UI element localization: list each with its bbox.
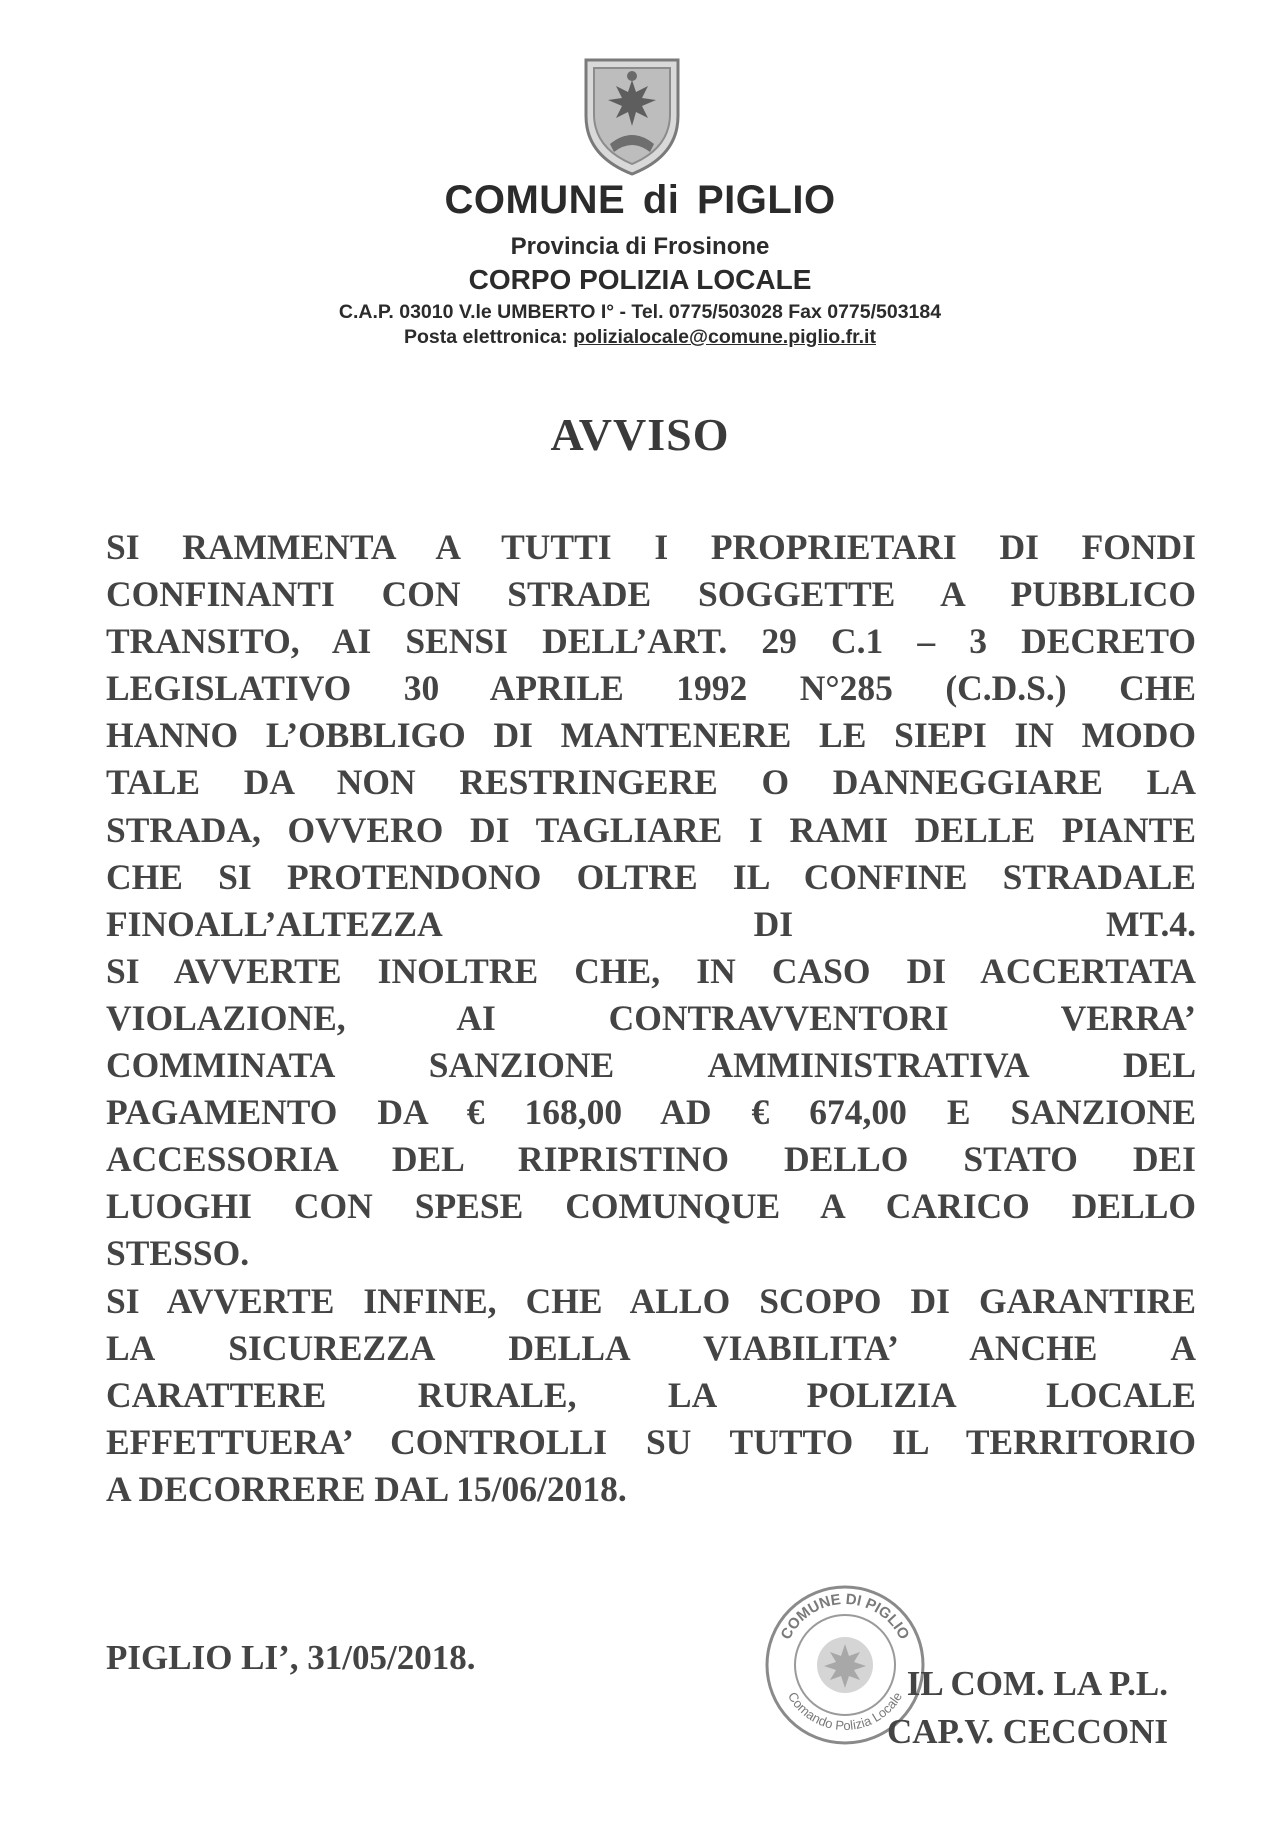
notice-title: AVVISO: [550, 409, 730, 460]
address-line: C.A.P. 03010 V.le UMBERTO I° - Tel. 0775/503028 Fax 0775/503184: [338, 301, 942, 323]
notice-line: ACCESSORIA DEL RIPRISTINO DELLO STATO DEI: [106, 1139, 1196, 1180]
signature-role: IL COM. LA P.L.: [906, 1664, 1168, 1703]
notice-line: TALE DA NON RESTRINGERE O DANNEGGIARE LA: [106, 762, 1196, 803]
notice-line: PAGAMENTO DA € 168,00 AD € 674,00 E SANZIONE: [106, 1092, 1196, 1133]
svg-text:COMUNE DI PIGLIO: [778, 1591, 913, 1643]
email-link[interactable]: polizialocale@comune.piglio.fr.it: [573, 326, 876, 348]
notice-line: A DECORRERE DAL 15/06/2018.: [106, 1468, 627, 1509]
stamp-bottom-text: Comando Polizia Locale: [784, 1689, 906, 1734]
notice-line: SI RAMMENTA A TUTTI I PROPRIETARI DI FONDI: [106, 527, 1196, 567]
notice-line: COMMINATA SANZIONE AMMINISTRATIVA DEL: [106, 1045, 1196, 1086]
notice-line: LUOGHI CON SPESE COMUNQUE A CARICO DELLO: [106, 1186, 1196, 1227]
notice-line: SI AVVERTE INFINE, CHE ALLO SCOPO DI GARANTIRE: [106, 1280, 1196, 1321]
date-line: PIGLIO LI’, 31/05/2018.: [106, 1638, 476, 1677]
notice-line: CONFINANTI CON STRADE SOGGETTE A PUBBLICO: [106, 574, 1196, 615]
notice-line: STRADA, OVVERO DI TAGLIARE I RAMI DELLE PIANTE: [106, 809, 1196, 850]
email-line: [0, 326, 1280, 349]
comune-title: COMUNE di PIGLIO: [444, 178, 836, 222]
notice-line: EFFETTUERA’ CONTROLLI SU TUTTO IL TERRITORIO: [106, 1421, 1196, 1462]
stamp-top-text: COMUNE DI PIGLIO: [777, 1590, 913, 1643]
notice-body: [106, 524, 1196, 1513]
signature-block: [887, 1660, 1168, 1756]
notice-line: VIOLAZIONE, AI CONTRAVVENTORI VERRA’: [106, 997, 1196, 1038]
notice-line: LA SICUREZZA DELLA VIABILITA’ ANCHE A: [106, 1327, 1196, 1368]
notice-line: LEGISLATIVO 30 APRILE 1992 N°285 (C.D.S.) CHE: [106, 668, 1196, 709]
notice-line: HANNO L’OBBLIGO DI MANTENERE LE SIEPI IN MODO: [106, 715, 1196, 756]
corpo-line: CORPO POLIZIA LOCALE: [468, 264, 812, 295]
notice-line: TRANSITO, AI SENSI DELL’ART. 29 C.1 – 3 DECRETO: [106, 621, 1196, 662]
notice-line: CHE SI PROTENDONO OLTRE IL CONFINE STRADALE: [106, 856, 1196, 897]
notice-line: SI AVVERTE INOLTRE CHE, IN CASO DI ACCERTATA: [106, 950, 1196, 991]
municipal-crest-icon: [576, 52, 688, 178]
notice-line: STESSO.: [106, 1233, 250, 1274]
notice-line: CARATTERE RURALE, LA POLIZIA LOCALE: [106, 1374, 1196, 1415]
email-label: Posta elettronica:: [404, 326, 568, 348]
provincia-line: Provincia di Frosinone: [510, 233, 770, 260]
signature-name: CAP.V. CECCONI: [886, 1712, 1168, 1751]
notice-line: FINOALL’ALTEZZA DI MT.4.: [106, 903, 1196, 944]
